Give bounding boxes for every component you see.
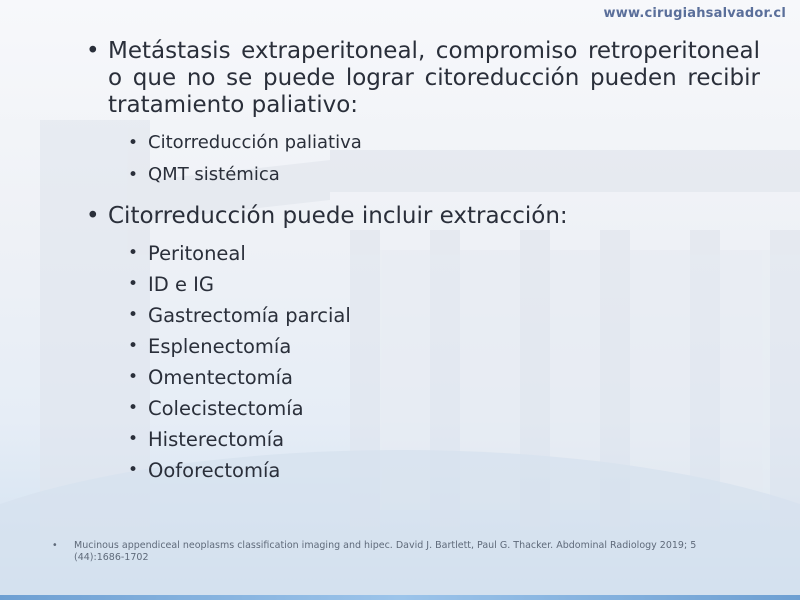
site-url: www.cirugiahsalvador.cl — [603, 6, 786, 21]
bottom-accent-bar — [0, 595, 800, 600]
sub-list-extraction — [84, 238, 760, 486]
sub-item: • Citorreducción paliativa — [84, 127, 760, 159]
sub-item: • Histerectomía — [84, 424, 760, 455]
sub-list-paliative — [84, 127, 760, 191]
reference-text: Mucinous appendiceal neoplasms classification imaging and hipec. David J. Bartlett, Paul G. Thacker. Abdominal Radiology 2019; 5 (44):1686-1702 — [74, 540, 697, 563]
sub-item: • Colecistectomía — [84, 393, 760, 424]
sub-item: • Gastrectomía parcial — [84, 300, 760, 331]
reference-bullet: • — [52, 540, 58, 551]
bullet-citoreduction-extraction — [84, 203, 760, 230]
slide-content — [84, 38, 760, 498]
bullet-paliative-treatment — [84, 38, 760, 119]
sub-item: • Ooforectomía — [84, 455, 760, 486]
sub-item: • QMT sistémica — [84, 159, 760, 191]
bullet-text: Citorreducción puede incluir extracción: — [108, 203, 568, 229]
sub-item: • Peritoneal — [84, 238, 760, 269]
bullet-text: Metástasis extraperitoneal, compromiso retroperitoneal o que no se puede lograr citoreducción pueden recibir tratamiento paliativo: — [108, 38, 760, 118]
reference-citation — [52, 540, 742, 564]
sub-item: • Esplenectomía — [84, 331, 760, 362]
sub-item: • Omentectomía — [84, 362, 760, 393]
sub-item: • ID e IG — [84, 269, 760, 300]
